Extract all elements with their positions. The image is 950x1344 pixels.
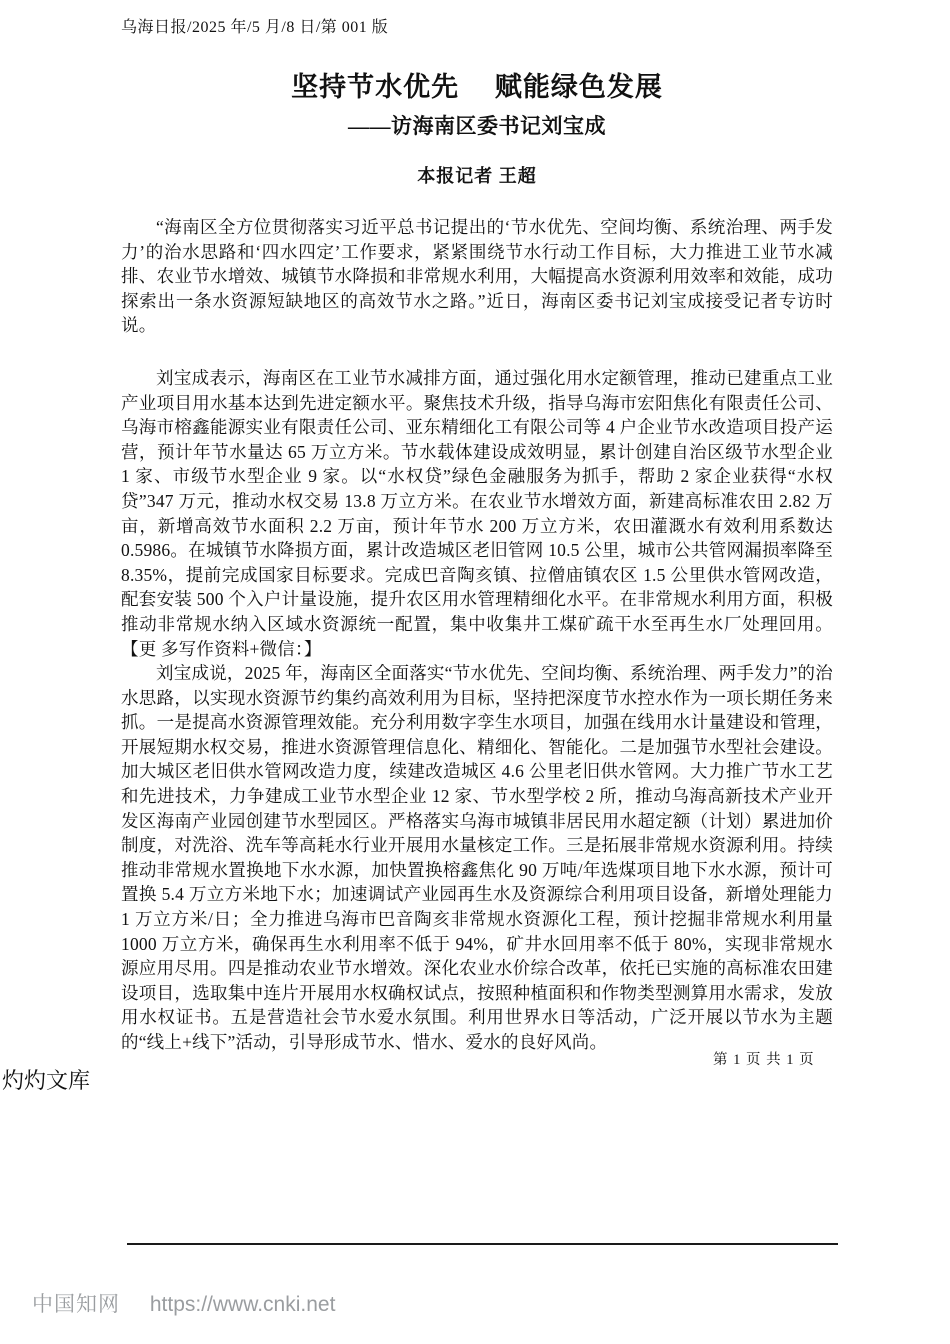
article-content bbox=[121, 0, 833, 1055]
cnki-footer bbox=[32, 1288, 335, 1318]
paragraph-achievements: 刘宝成表示，海南区在工业节水减排方面，通过强化用水定额管理，推动已建重点工业产业项目用水基本达到先进定额水平。聚焦技术升级，指导乌海市宏阳焦化有限责任公司、乌海市榕鑫能源实业有限责任公司、亚东精细化工有限公司等 4 户企业节水改造项目投产运营，预计年节水量达 65 万立方米。节水载体建设成效明显，累计创建自治区级节水型企业 1 家、市级节水型企业 9 家。以“水权贷”绿色金融服务为抓手，帮助 2 家企业获得“水权贷”347 万元，推动水权交易 13.8 万立方米。在农业节水增效方面，新建高标准农田 2.82 万亩，新增高效节水面积 2.2 万亩，预计年节水 200 万立方米，农田灌溉水有效利用系数达 0.5986。在城镇节水降损方面，累计改造城区老旧管网 10.5 公里，城市公共管网漏损率降至 8.35%，提前完成国家目标要求。完成巴音陶亥镇、拉僧庙镇农区 1.5 公里供水管网改造，配套安装 500 个入户计量设施，提升农区用水管理精细化水平。在非常规水利用方面，积极推动非常规水纳入区域水资源统一配置，集中收集井工煤矿疏干水至再生水厂处理回用。【更 多写作资料+微信：】 bbox=[121, 367, 833, 659]
cnki-url-link[interactable]: https://www.cnki.net bbox=[149, 1293, 336, 1316]
article-subtitle: ——访海南区委书记刘宝成 bbox=[348, 114, 606, 138]
cnki-brand-label: 中国知网 bbox=[32, 1293, 120, 1316]
newspaper-source-line: 乌海日报/2025 年/5 月/8 日/第 001 版 bbox=[121, 19, 389, 36]
paragraph-plans-2025: 刘宝成说，2025 年，海南区全面落实“节水优先、空间均衡、系统治理、两手发力”的治水思路，以实现水资源节约集约高效利用为目标，坚持把深度节水控水作为一项长期任务来抓。一是提高水资源管理效能。充分利用数字孪生水项目，加强在线用水计量建设和管理，开展短期水权交易，推进水资源管理信息化、精细化、智能化。二是加强节水型社会建设。加大城区老旧供水管网改造力度，续建改造城区 4.6 公里老旧供水管网。大力推广节水工艺和先进技术，力争建成工业节水型企业 12 家、节水型学校 2 所，推动乌海高新技术产业开发区海南产业园创建节水型园区。严格落实乌海市城镇非居民用水超定额（计划）累进加价制度，对洗浴、洗车等高耗水行业开展用水量核定工作。三是拓展非常规水资源利用。持续推动非常规水置换地下水水源，加快置换榕鑫焦化 90 万吨/年选煤项目地下水水源，预计可置换 5.4 万立方米地下水；加速调试产业园再生水及资源综合利用项目设备，新增处理能力 1 万立方米/日；全力推进乌海市巴音陶亥非常规水资源化工程，预计挖掘非常规水利用量 1000 万立方米，确保再生水利用率不低于 94%，矿井水回用率不低于 80%，实现非常规水源应用尽用。四是推动农业节水增效。深化农业水价综合改革，依托已实施的高标准农田建设项目，选取集中连片开展用水权确权试点，按照种植面积和作物类型测算用水需求，发放用水权证书。五是营造社会节水爱水氛围。利用世界水日等活动，广泛开展以节水为主题的“线上+线下”活动，引导形成节水、惜水、爱水的良好风尚。 bbox=[121, 663, 833, 1052]
article-body bbox=[121, 215, 833, 1055]
article-title: 坚持节水优先 赋能绿色发展 bbox=[291, 72, 663, 102]
paragraph-quote-intro: “海南区全方位贯彻落实习近平总书记提出的‘节水优先、空间均衡、系统治理、两手发力’的治水思路和‘四水四定’工作要求，紧紧围绕节水行动工作目标，大力推进工业节水减排、农业节水增效、城镇节水降损和非常规水利用，大幅提高水资源利用效率和效能，成功探索出一条水资源短缺地区的高效节水之路。”近日，海南区委书记刘宝成接受记者专访时说。 bbox=[121, 217, 833, 336]
footer-divider bbox=[127, 1243, 838, 1245]
page-number: 第 1 页 共 1 页 bbox=[713, 1052, 815, 1068]
library-watermark: 灼灼文库 bbox=[2, 1068, 91, 1093]
article-byline: 本报记者 王超 bbox=[417, 166, 537, 186]
